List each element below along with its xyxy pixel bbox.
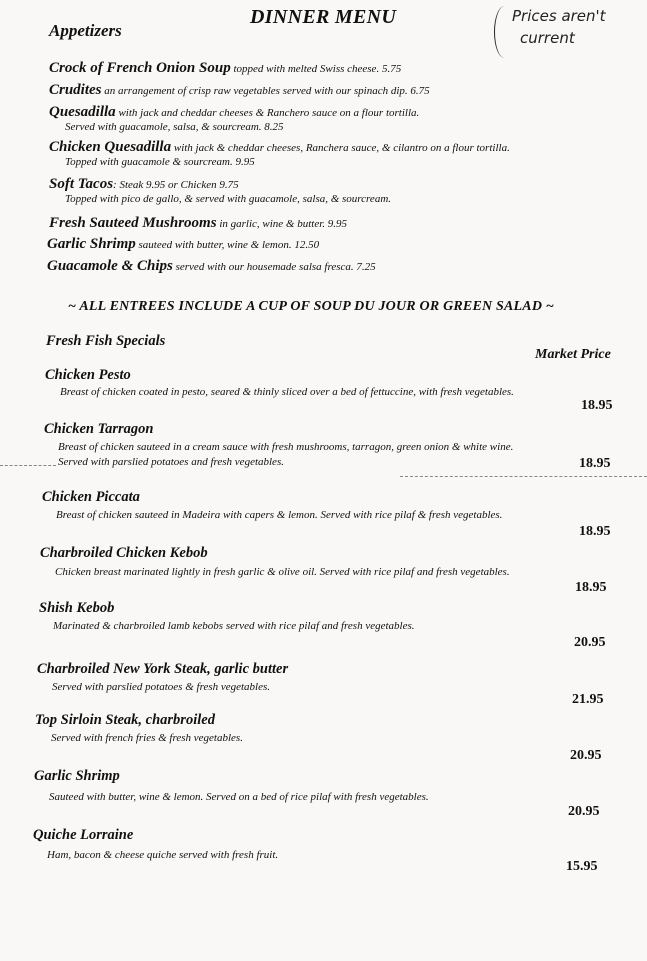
entree-price: 18.95 bbox=[579, 456, 611, 471]
appetizer-item bbox=[47, 259, 376, 274]
market-price-label: Market Price bbox=[535, 347, 611, 362]
appetizers-heading: Appetizers bbox=[49, 21, 122, 40]
appetizer-item bbox=[49, 105, 419, 134]
entree-name: Shish Kebob bbox=[39, 600, 115, 616]
menu-title: DINNER MENU bbox=[250, 6, 397, 28]
scan-line bbox=[0, 465, 56, 466]
entree-desc: Chicken breast marinated lightly in fresh garlic & olive oil. Served with rice pilaf and fresh vegetables. bbox=[55, 566, 510, 578]
appetizer-subline: Served with guacamole, salsa, & sourcream. 8.25 bbox=[65, 121, 284, 133]
entree-price: 20.95 bbox=[570, 748, 602, 763]
entree-price: 18.95 bbox=[575, 580, 607, 595]
appetizer-desc: topped with melted Swiss cheese. 5.75 bbox=[233, 63, 402, 75]
entrees-heading: Fresh Fish Specials bbox=[46, 333, 166, 349]
appetizer-item bbox=[49, 177, 391, 206]
entree-desc: Breast of chicken coated in pesto, seared & thinly sliced over a bed of fettuccine, with fresh vegetables. bbox=[60, 386, 514, 398]
entree-price: 15.95 bbox=[566, 859, 598, 874]
entree-price: 20.95 bbox=[574, 635, 606, 650]
appetizer-desc: with jack & cheddar cheeses, Ranchera sauce, & cilantro on a flour tortilla. bbox=[173, 142, 510, 154]
entree-desc: Sauteed with butter, wine & lemon. Served on a bed of rice pilaf with fresh vegetables. bbox=[49, 791, 429, 803]
appetizer-name: Fresh Sauteed Mushrooms bbox=[49, 215, 217, 231]
entree-name: Chicken Piccata bbox=[42, 489, 140, 505]
appetizer-name: Quesadilla bbox=[49, 104, 116, 120]
appetizer-desc: an arrangement of crisp raw vegetables served with our spinach dip. 6.75 bbox=[104, 85, 430, 97]
appetizer-item bbox=[49, 216, 347, 231]
entrees-include-banner: ~ ALL ENTREES INCLUDE A CUP OF SOUP DU JOUR OR GREEN SALAD ~ bbox=[68, 299, 555, 314]
appetizer-item bbox=[47, 237, 319, 252]
appetizer-name: Chicken Quesadilla bbox=[49, 139, 172, 155]
entree-desc: Served with french fries & fresh vegetables. bbox=[51, 732, 243, 744]
appetizer-name: Crudites bbox=[49, 82, 102, 98]
appetizer-item bbox=[49, 83, 430, 98]
entree-price: 21.95 bbox=[572, 692, 604, 707]
entree-name: Charbroiled Chicken Kebob bbox=[40, 545, 208, 561]
appetizer-subline: Topped with guacamole & sourcream. 9.95 bbox=[65, 156, 255, 168]
appetizer-desc: in garlic, wine & butter. 9.95 bbox=[219, 218, 348, 230]
appetizer-desc: : Steak 9.95 or Chicken 9.75 bbox=[113, 179, 239, 191]
entree-price: 18.95 bbox=[579, 524, 611, 539]
entree-name: Charbroiled New York Steak, garlic butter bbox=[37, 661, 289, 677]
entree-desc: Breast of chicken sauteed in Madeira with capers & lemon. Served with rice pilaf & fresh vegetables. bbox=[56, 509, 503, 521]
entree-name: Quiche Lorraine bbox=[33, 827, 134, 843]
entree-price: 20.95 bbox=[568, 804, 600, 819]
scan-line bbox=[400, 476, 647, 477]
entree-name: Chicken Pesto bbox=[45, 367, 131, 383]
appetizer-item bbox=[49, 61, 401, 76]
entree-price: 18.95 bbox=[581, 398, 613, 413]
appetizer-name: Soft Tacos bbox=[49, 176, 114, 192]
appetizer-desc: served with our housemade salsa fresca. 7.25 bbox=[175, 261, 376, 273]
entree-desc: Served with parslied potatoes & fresh vegetables. bbox=[52, 681, 271, 693]
entree-name: Chicken Tarragon bbox=[44, 421, 154, 437]
entree-desc: Ham, bacon & cheese quiche served with fresh fruit. bbox=[47, 849, 279, 861]
entree-name: Garlic Shrimp bbox=[34, 768, 120, 784]
entree-name: Top Sirloin Steak, charbroiled bbox=[35, 712, 215, 728]
appetizer-desc: with jack and cheddar cheeses & Ranchero sauce on a flour tortilla. bbox=[118, 107, 420, 119]
entree-desc: Breast of chicken sauteed in a cream sauce with fresh mushrooms, tarragon, green onion & white wine. bbox=[58, 441, 514, 453]
appetizer-name: Garlic Shrimp bbox=[47, 236, 136, 252]
appetizer-desc: sauteed with butter, wine & lemon. 12.50 bbox=[138, 239, 320, 251]
entree-desc: Marinated & charbroiled lamb kebobs served with rice pilaf and fresh vegetables. bbox=[53, 620, 415, 632]
appetizer-name: Guacamole & Chips bbox=[47, 258, 173, 274]
appetizer-subline: Topped with pico de gallo, & served with guacamole, salsa, & sourcream. bbox=[65, 193, 392, 205]
appetizer-name: Crock of French Onion Soup bbox=[49, 60, 231, 76]
entree-desc-line2: Served with parslied potatoes and fresh vegetables. bbox=[58, 456, 284, 468]
handwritten-note-line1: Prices aren't bbox=[512, 7, 606, 25]
appetizer-item bbox=[49, 140, 510, 169]
handwritten-note-line2: current bbox=[520, 29, 575, 47]
